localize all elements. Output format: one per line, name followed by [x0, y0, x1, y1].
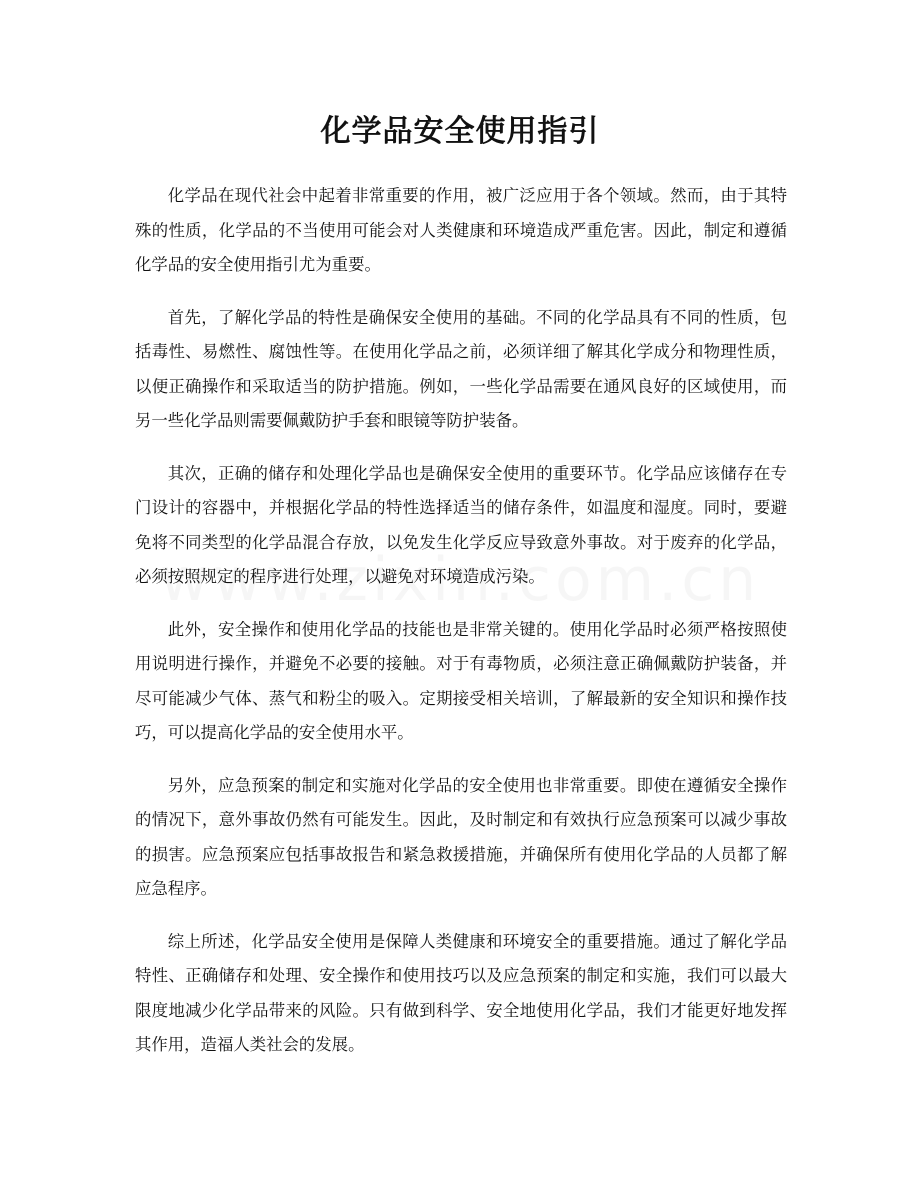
paragraph-emergency: 另外，应急预案的制定和实施对化学品的安全使用也非常重要。即使在遵循安全操作的情况下，意外事故仍然有可能发生。因此，及时制定和有效执行应急预案可以减少事故的损害。应急预案应包括事故报告和紧急救援措施，并确保所有使用化学品的人员都了解应急程序。	[135, 775, 787, 898]
document-body	[135, 179, 787, 1081]
document-title: 化学品安全使用指引	[320, 114, 600, 149]
paragraph-operation: 此外，安全操作和使用化学品的技能也是非常关键的。使用化学品时必须严格按照使用说明进行操作，并避免不必要的接触。对于有毒物质，必须注意正确佩戴防护装备，并尽可能减少气体、蒸气和粉尘的吸入。定期接受相关培训，了解最新的安全知识和操作技巧，可以提高化学品的安全使用水平。	[135, 619, 787, 742]
paragraph-conclusion: 综上所述，化学品安全使用是保障人类健康和环境安全的重要措施。通过了解化学品特性、正确储存和处理、安全操作和使用技巧以及应急预案的制定和实施，我们可以最大限度地减少化学品带来的风险。只有做到科学、安全地使用化学品，我们才能更好地发挥其作用，造福人类社会的发展。	[135, 931, 787, 1054]
paragraph-storage: 其次，正确的储存和处理化学品也是确保安全使用的重要环节。化学品应该储存在专门设计的容器中，并根据化学品的特性选择适当的储存条件，如温度和湿度。同时，要避免将不同类型的化学品混合存放，以免发生化学反应导致意外事故。对于废弃的化学品，必须按照规定的程序进行处理，以避免对环境造成污染。	[135, 463, 787, 586]
paragraph-properties: 首先，了解化学品的特性是确保安全使用的基础。不同的化学品具有不同的性质，包括毒性、易燃性、腐蚀性等。在使用化学品之前，必须详细了解其化学成分和物理性质，以便正确操作和采取适当的防护措施。例如，一些化学品需要在通风良好的区域使用，而另一些化学品则需要佩戴防护手套和眼镜等防护装备。	[135, 307, 787, 430]
paragraph-intro: 化学品在现代社会中起着非常重要的作用，被广泛应用于各个领域。然而，由于其特殊的性质，化学品的不当使用可能会对人类健康和环境造成严重危害。因此，制定和遵循化学品的安全使用指引尤为重要。	[135, 186, 787, 274]
